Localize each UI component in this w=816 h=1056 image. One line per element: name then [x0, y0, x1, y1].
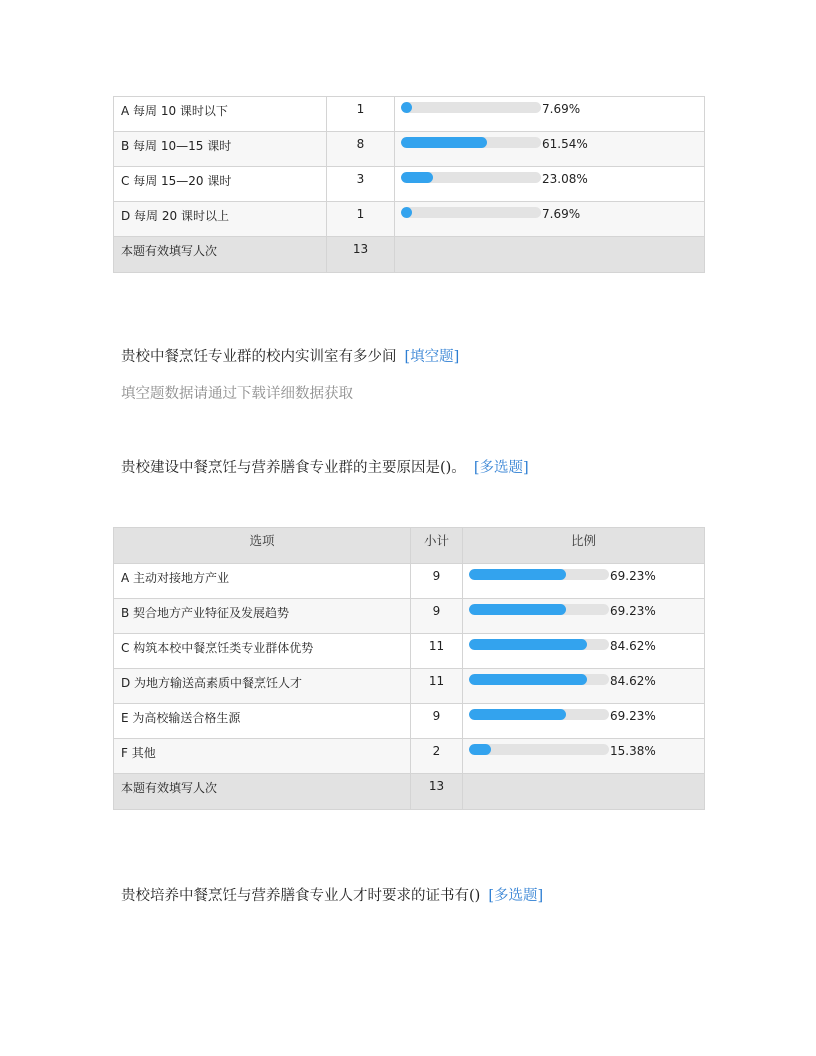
- total-count: 13: [411, 774, 463, 810]
- progress-bar-fill: [401, 207, 412, 218]
- ratio-cell: [463, 564, 705, 599]
- option-label: E 为高校输送合格生源: [114, 704, 411, 739]
- progress-bar-track: [469, 709, 609, 720]
- percent-label: 23.08%: [542, 172, 588, 186]
- option-label: D 每周 20 课时以上: [114, 202, 327, 237]
- option-label: A 主动对接地方产业: [114, 564, 411, 599]
- progress-bar-fill: [401, 102, 412, 113]
- table-header-row: [114, 528, 705, 564]
- percent-label: 69.23%: [610, 709, 656, 723]
- fill-in-note: 填空题数据请通过下载详细数据获取: [121, 386, 353, 402]
- ratio-cell: [395, 132, 705, 167]
- percent-label: 7.69%: [542, 102, 581, 116]
- ratio-cell: [463, 704, 705, 739]
- progress-bar-track: [401, 172, 541, 183]
- header-ratio: 比例: [463, 528, 705, 564]
- question-type-tag: [多选题]: [488, 888, 544, 904]
- option-count: 9: [411, 564, 463, 599]
- table-row: [114, 599, 705, 634]
- percent-label: 15.38%: [610, 744, 656, 758]
- option-count: 2: [411, 739, 463, 774]
- option-count: 1: [327, 202, 395, 237]
- progress-bar-track: [469, 674, 609, 685]
- option-label: D 为地方输送高素质中餐烹饪人才: [114, 669, 411, 704]
- ratio-cell: [463, 739, 705, 774]
- option-label: B 每周 10—15 课时: [114, 132, 327, 167]
- ratio-cell: [463, 599, 705, 634]
- option-label: C 构筑本校中餐烹饪类专业群体优势: [114, 634, 411, 669]
- progress-bar-fill: [469, 744, 491, 755]
- progress-bar-track: [401, 207, 541, 218]
- option-label: C 每周 15—20 课时: [114, 167, 327, 202]
- percent-label: 61.54%: [542, 137, 588, 151]
- table-row: [114, 634, 705, 669]
- table-row: [114, 704, 705, 739]
- question-type-tag: [填空题]: [404, 349, 460, 365]
- total-row: [114, 237, 705, 273]
- progress-bar-fill: [469, 709, 566, 720]
- progress-bar-track: [469, 744, 609, 755]
- ratio-cell: [395, 97, 705, 132]
- total-label: 本题有效填写人次: [114, 774, 411, 810]
- results-table-class-hours: [113, 96, 705, 273]
- progress-bar-track: [469, 639, 609, 650]
- table-row: [114, 97, 705, 132]
- progress-bar-fill: [401, 137, 487, 148]
- question-text: 贵校中餐烹饪专业群的校内实训室有多少间: [121, 349, 397, 365]
- question-type-tag: [多选题]: [473, 460, 529, 476]
- question-title-labs: [121, 345, 459, 366]
- percent-label: 84.62%: [610, 639, 656, 653]
- option-count: 11: [411, 669, 463, 704]
- option-count: 9: [411, 704, 463, 739]
- progress-bar-fill: [401, 172, 433, 183]
- option-count: 1: [327, 97, 395, 132]
- ratio-cell: [395, 202, 705, 237]
- option-count: 3: [327, 167, 395, 202]
- percent-label: 7.69%: [542, 207, 581, 221]
- ratio-cell: [463, 669, 705, 704]
- total-row: [114, 774, 705, 810]
- option-count: 11: [411, 634, 463, 669]
- progress-bar-track: [469, 569, 609, 580]
- question-title-reasons: [121, 456, 529, 477]
- percent-label: 84.62%: [610, 674, 656, 688]
- option-count: 8: [327, 132, 395, 167]
- progress-bar-track: [469, 604, 609, 615]
- header-count: 小计: [411, 528, 463, 564]
- option-label: B 契合地方产业特征及发展趋势: [114, 599, 411, 634]
- total-count: 13: [327, 237, 395, 273]
- percent-label: 69.23%: [610, 569, 656, 583]
- progress-bar-fill: [469, 639, 587, 650]
- table-row: [114, 132, 705, 167]
- percent-label: 69.23%: [610, 604, 656, 618]
- progress-bar-track: [401, 102, 541, 113]
- ratio-cell: [463, 634, 705, 669]
- question-title-certificates: [121, 884, 543, 905]
- progress-bar-fill: [469, 674, 587, 685]
- total-empty-cell: [463, 774, 705, 810]
- progress-bar-fill: [469, 604, 566, 615]
- table-row: [114, 669, 705, 704]
- question-text: 贵校建设中餐烹饪与营养膳食专业群的主要原因是()。: [121, 460, 466, 476]
- progress-bar-track: [401, 137, 541, 148]
- ratio-cell: [395, 167, 705, 202]
- table-row: [114, 202, 705, 237]
- table-row: [114, 564, 705, 599]
- option-label: F 其他: [114, 739, 411, 774]
- total-label: 本题有效填写人次: [114, 237, 327, 273]
- option-count: 9: [411, 599, 463, 634]
- option-label: A 每周 10 课时以下: [114, 97, 327, 132]
- results-table-reasons: [113, 527, 705, 810]
- question-text: 贵校培养中餐烹饪与营养膳食专业人才时要求的证书有(): [121, 888, 481, 904]
- total-empty-cell: [395, 237, 705, 273]
- progress-bar-fill: [469, 569, 566, 580]
- table-row: [114, 167, 705, 202]
- table-row: [114, 739, 705, 774]
- header-option: 选项: [114, 528, 411, 564]
